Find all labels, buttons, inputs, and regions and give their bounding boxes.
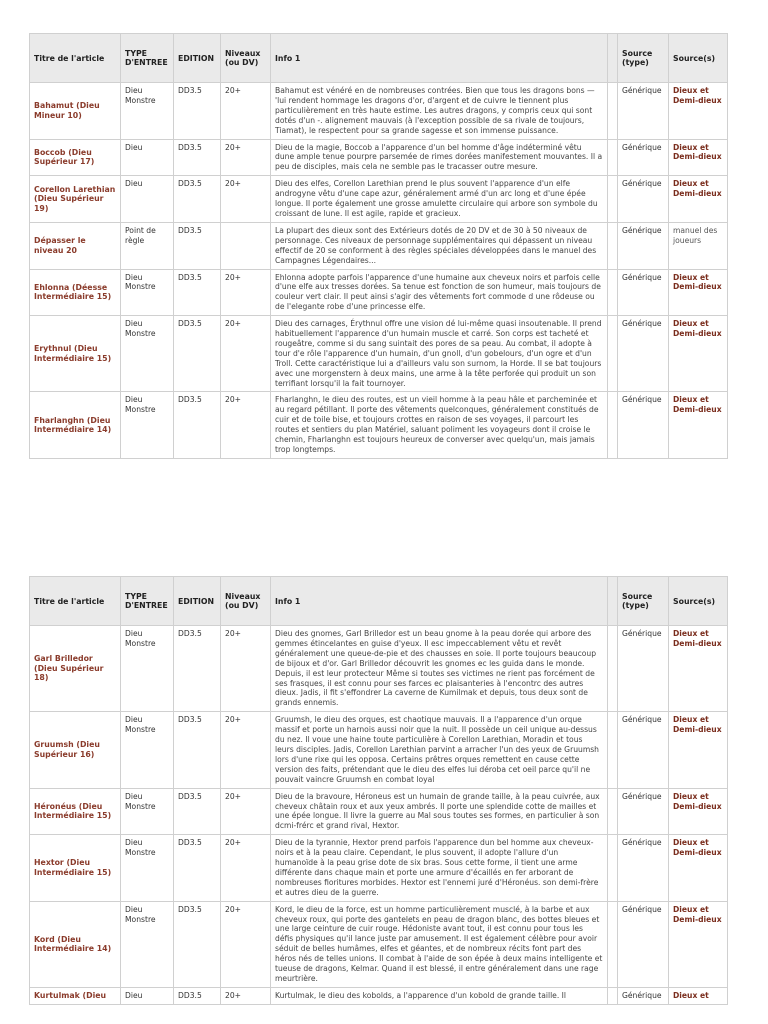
header-levels: Niveaux (ou DV): [221, 577, 271, 626]
info-cell: Ehlonna adopte parfois l'apparence d'une humaine aux cheveux noirs et parfois celle d'une elfe aux tresses dorées. Sa tenue est fonction de son humeur, mais toujours de couleur vert clair. Il peut ainsi s'agir des vêtements fort commode d une rôdeuse ou de l'elegante robe d'une princesse elfe.: [271, 269, 608, 316]
info-cell: Dieu de la bravoure, Héroneus est un humain de grande taille, à la peau cuivrée, aux cheveux châtain roux et aux yeux ambrés. Il porte une splendide cotte de mailles et une épée longue. Il livre la guerre au Mal sous toutes ses formes, en particulier à son dcmi-frérc et grand rival, Hextor.: [271, 788, 608, 835]
source-type-cell: Générique: [618, 901, 669, 987]
edition-cell: DD3.5: [174, 835, 221, 901]
table-row: [30, 987, 728, 1004]
header-title: Titre de l'article: [30, 34, 121, 83]
sources-cell: Dieux et Demi-dieux: [669, 83, 728, 140]
entry-type-cell: Dieu Monstre: [121, 788, 174, 835]
table-section-2: [29, 576, 727, 1005]
sources-cell: Dieux et Demi-dieux: [669, 139, 728, 176]
header-info: Info 1: [271, 34, 608, 83]
gap-cell: [608, 901, 618, 987]
articles-table-1: [29, 33, 728, 459]
table-row: [30, 788, 728, 835]
header-gap: [608, 34, 618, 83]
article-title-link[interactable]: Ehlonna (Déesse Intermédiaire 15): [30, 269, 121, 316]
edition-cell: DD3.5: [174, 712, 221, 788]
gap-cell: [608, 222, 618, 269]
source-type-cell: Générique: [618, 835, 669, 901]
articles-table-2: [29, 576, 728, 1005]
edition-cell: DD3.5: [174, 626, 221, 712]
entry-type-cell: Dieu Monstre: [121, 712, 174, 788]
header-gap: [608, 577, 618, 626]
level-cell: 20+: [221, 139, 271, 176]
gap-cell: [608, 392, 618, 458]
article-title-link[interactable]: Kord (Dieu Intermédiaire 14): [30, 901, 121, 987]
header-source-type: Source (type): [618, 577, 669, 626]
article-title-link[interactable]: Boccob (Dieu Supérieur 17): [30, 139, 121, 176]
entry-type-cell: Dieu Monstre: [121, 626, 174, 712]
article-title-link[interactable]: Corellon Larethian (Dieu Supérieur 19): [30, 176, 121, 223]
level-cell: 20+: [221, 712, 271, 788]
sources-cell: Dieux et Demi-dieux: [669, 316, 728, 392]
level-cell: 20+: [221, 788, 271, 835]
header-info: Info 1: [271, 577, 608, 626]
edition-cell: DD3.5: [174, 316, 221, 392]
gap-cell: [608, 835, 618, 901]
table-row: [30, 626, 728, 712]
article-title-link[interactable]: Fharlanghn (Dieu Intermédiaire 14): [30, 392, 121, 458]
info-cell: Kurtulmak, le dieu des kobolds, a l'apparence d'un kobold de grande taille. Il: [271, 987, 608, 1004]
info-cell: Dieu de la magie, Boccob a l'apparence d'un bel homme d'âge indéterminé vêtu dune ample tenue pourpre parsemée de rimes dorées manifestement mouvantes. Il a peu de disciples, mais cela ne semble pas le tracasser outre mesure.: [271, 139, 608, 176]
source-type-cell: Générique: [618, 176, 669, 223]
info-cell: Dieu des gnomes, Garl Brilledor est un beau gnome à la peau dorée qui arbore des gemmes étincelantes en guise d'yeux. Il esc impeccablement vêtu et revêt généralement une queue-de-pie et des chausses en soie. Il porte toujours beaucoup de bijoux et d'or. Garl Brilledor découvrit les gnomes ec les guida dans le monde. Depuis, il est leur protecteur Même si toutes ses victimes ne rient pas forcément de ses frasques, il est connu pour ses farces ec plaisanteries à l'encontrc des autres dieux. Jadis, il fit s'effondrer La caverne de Kumilmak et depuis, tous deux sont de grands ennemis.: [271, 626, 608, 712]
article-title-link[interactable]: Erythnul (Dieu Intermédiaire 15): [30, 316, 121, 392]
header-edition: EDITION: [174, 577, 221, 626]
table-row: [30, 901, 728, 987]
header-source-type: Source (type): [618, 34, 669, 83]
table-row: [30, 83, 728, 140]
sources-cell: Dieux et: [669, 987, 728, 1004]
level-cell: 20+: [221, 901, 271, 987]
gap-cell: [608, 139, 618, 176]
article-title-link[interactable]: Garl Brilledor (Dieu Supérieur 18): [30, 626, 121, 712]
source-type-cell: Générique: [618, 712, 669, 788]
source-type-cell: Générique: [618, 139, 669, 176]
entry-type-cell: Dieu: [121, 139, 174, 176]
entry-type-cell: Dieu: [121, 987, 174, 1004]
level-cell: 20+: [221, 176, 271, 223]
level-cell: 20+: [221, 316, 271, 392]
sources-cell: manuel des joueurs: [669, 222, 728, 269]
article-title-link[interactable]: Kurtulmak (Dieu: [30, 987, 121, 1004]
header-sources: Source(s): [669, 34, 728, 83]
level-cell: 20+: [221, 987, 271, 1004]
header-type: TYPE D'ENTREE: [121, 34, 174, 83]
sources-cell: Dieux et Demi-dieux: [669, 788, 728, 835]
edition-cell: DD3.5: [174, 139, 221, 176]
info-cell: Kord, le dieu de la force, est un homme particulièrement musclé, à la barbe et aux cheveux roux, qui porte des gantelets en peau de dragon blanc, des bottes bleues et une large ceinture de cuir rouge. Hédoniste avant tout, il est connu pour tous les défis physiques qu'il lance juste par amusement. Il est également célèbre pour avoir séduit de belles humâmes, elfes et géantes, et de nombreux récits font part des héros nés de telles unions. Il combat à l'aide de son épée à deux mains intelligente et tueuse de dragons, Kelmar. Quand il est blessé, il entre généralement dans une rage meurtrière.: [271, 901, 608, 987]
level-cell: 20+: [221, 392, 271, 458]
edition-cell: DD3.5: [174, 176, 221, 223]
table-header-row: [30, 34, 728, 83]
table-row: [30, 139, 728, 176]
header-type: TYPE D'ENTREE: [121, 577, 174, 626]
source-type-cell: Générique: [618, 626, 669, 712]
table-row: [30, 176, 728, 223]
entry-type-cell: Dieu Monstre: [121, 316, 174, 392]
gap-cell: [608, 316, 618, 392]
gap-cell: [608, 712, 618, 788]
article-title-link[interactable]: Dépasser le niveau 20: [30, 222, 121, 269]
sources-cell: Dieux et Demi-dieux: [669, 392, 728, 458]
edition-cell: DD3.5: [174, 901, 221, 987]
gap-cell: [608, 788, 618, 835]
entry-type-cell: Dieu Monstre: [121, 392, 174, 458]
edition-cell: DD3.5: [174, 269, 221, 316]
entry-type-cell: Dieu Monstre: [121, 901, 174, 987]
header-levels: Niveaux (ou DV): [221, 34, 271, 83]
sources-cell: Dieux et Demi-dieux: [669, 901, 728, 987]
info-cell: Dieu des carnages, Érythnul offre une vision dé lui-même quasi insoutenable. Il prend habituellement l'apparence d'un humain muscle et carré. Son corps est tacheté et rougeâtre, comme si du sang suintait des pores de sa peau. Au combat, il adopte à tour d'e rôle l'apparence d'un humain, d'un gnoll, d'un gobelours, d'un ogre et d'un Troll. Cette caractéristique lui a d'ailleurs valu son surnom, la Horde. Il se bat toujours avec une morgenstern à deux mains, une arme à la tête perforée qui produit un son terrifiant lorsqu'il la fait tournoyer.: [271, 316, 608, 392]
sources-cell: Dieux et Demi-dieux: [669, 176, 728, 223]
info-cell: Dieu des elfes, Corellon Larethian prend le plus souvent l'apparence d'un elfe androgyne vêtu d'une cape azur, généralement armé d'un arc long et d'une épée longue. Il porte également une grosse amulette circulaire qui arbore son symbole du croissant de lune. Il est agile, rapide et gracieux.: [271, 176, 608, 223]
header-edition: EDITION: [174, 34, 221, 83]
gap-cell: [608, 83, 618, 140]
sources-cell: Dieux et Demi-dieux: [669, 626, 728, 712]
entry-type-cell: Dieu Monstre: [121, 83, 174, 140]
edition-cell: DD3.5: [174, 392, 221, 458]
source-type-cell: Générique: [618, 987, 669, 1004]
table-row: [30, 712, 728, 788]
entry-type-cell: Point de règle: [121, 222, 174, 269]
level-cell: 20+: [221, 83, 271, 140]
header-sources: Source(s): [669, 577, 728, 626]
table-row: [30, 835, 728, 901]
source-type-cell: Générique: [618, 222, 669, 269]
article-title-link[interactable]: Héronéus (Dieu Intermédiaire 15): [30, 788, 121, 835]
gap-cell: [608, 269, 618, 316]
table-row: [30, 392, 728, 458]
table-row: [30, 269, 728, 316]
source-type-cell: Générique: [618, 392, 669, 458]
edition-cell: DD3.5: [174, 83, 221, 140]
article-title-link[interactable]: Gruumsh (Dieu Supérieur 16): [30, 712, 121, 788]
table-section-1: [29, 33, 727, 459]
level-cell: 20+: [221, 269, 271, 316]
source-type-cell: Générique: [618, 269, 669, 316]
info-cell: La plupart des dieux sont des Extérieurs dotés de 20 DV et de 30 à 50 niveaux de personnage. Ces niveaux de personnage supplémentaires qui dépassent un niveau effectif de 20 se conforment à des règles spéciales développées dans le manuel des Campagnes Légendaires...: [271, 222, 608, 269]
info-cell: Gruumsh, le dieu des orques, est chaotique mauvais. Il a l'apparence d'un orque massif et porte un harnois aussi noir que la nuit. Il possède un ceil unique au-dessus du nez. Il voue une haine toute particulière à Corellon Larethian, Moradin et tous leurs disciples. Jadis, Corellon Larethian parvint a arracher l'un des yeux de Gruumsh lors d'une rixe qui les opposa. Certains prêtres orques remettent en cause cette version des faits, prétendant que le dieu des elfes lui déroba cet oeil parce qu'il ne pouvait vaincre Gruumsh en combat loyal: [271, 712, 608, 788]
header-title: Titre de l'article: [30, 577, 121, 626]
article-title-link[interactable]: Bahamut (Dieu Mineur 10): [30, 83, 121, 140]
edition-cell: DD3.5: [174, 788, 221, 835]
sources-cell: Dieux et Demi-dieux: [669, 712, 728, 788]
entry-type-cell: Dieu Monstre: [121, 835, 174, 901]
sources-cell: Dieux et Demi-dieux: [669, 269, 728, 316]
info-cell: Fharlanghn, le dieu des routes, est un vieil homme à la peau hâle et parcheminée et au regard pétillant. Il porte des vêtements quelconques, généralement constitués de cuir et de toile bise, et toujours crottes en raison de ses voyages, il parcourt les routes et sentiers du plan Matériel, saluant poliment les voyageurs dont il croise le chemin, Fharlanghn est toujours heureux de converser avec quelqu'un, mais jamais trop longtemps.: [271, 392, 608, 458]
gap-cell: [608, 987, 618, 1004]
source-type-cell: Générique: [618, 83, 669, 140]
gap-cell: [608, 626, 618, 712]
table-header-row: [30, 577, 728, 626]
table-row: [30, 316, 728, 392]
entry-type-cell: Dieu Monstre: [121, 269, 174, 316]
level-cell: 20+: [221, 835, 271, 901]
edition-cell: DD3.5: [174, 987, 221, 1004]
edition-cell: DD3.5: [174, 222, 221, 269]
gap-cell: [608, 176, 618, 223]
source-type-cell: Générique: [618, 788, 669, 835]
info-cell: Dieu de la tyrannie, Hextor prend parfois l'apparence dun bel homme aux cheveux-noirs et à la peau claire. Cependant, le plus souvent, il adopte l'allure d'un humanoïde à la peau grise dote de six bras. Sous cette forme, il tient une arme différente dans chaque main et porte une armure d'écaillés en fer arborant de nombreuses fioritures morbides. Hextor est l'ennemi juré d'Héronéus. son demi-frère et autres dieu de la guerre.: [271, 835, 608, 901]
table-body-2: [30, 626, 728, 1005]
level-cell: 20+: [221, 626, 271, 712]
article-title-link[interactable]: Hextor (Dieu Intermédiaire 15): [30, 835, 121, 901]
entry-type-cell: Dieu: [121, 176, 174, 223]
info-cell: Bahamut est vénéré en de nombreuses contrées. Bien que tous les dragons bons — 'lui rendent hommage les dragons d'or, d'argent et de cuivre le tiennent plus particulièrement en très haute estime. Les autres dragons, y compris ceux qui sont dotés d'un -. alignement mauvais (à l'exception possible de sa rivale de toujours, Tiamat), le respectent pour sa grande sagesse et son immense puissance.: [271, 83, 608, 140]
table-row: [30, 222, 728, 269]
level-cell: [221, 222, 271, 269]
source-type-cell: Générique: [618, 316, 669, 392]
table-body-1: [30, 83, 728, 459]
sources-cell: Dieux et Demi-dieux: [669, 835, 728, 901]
